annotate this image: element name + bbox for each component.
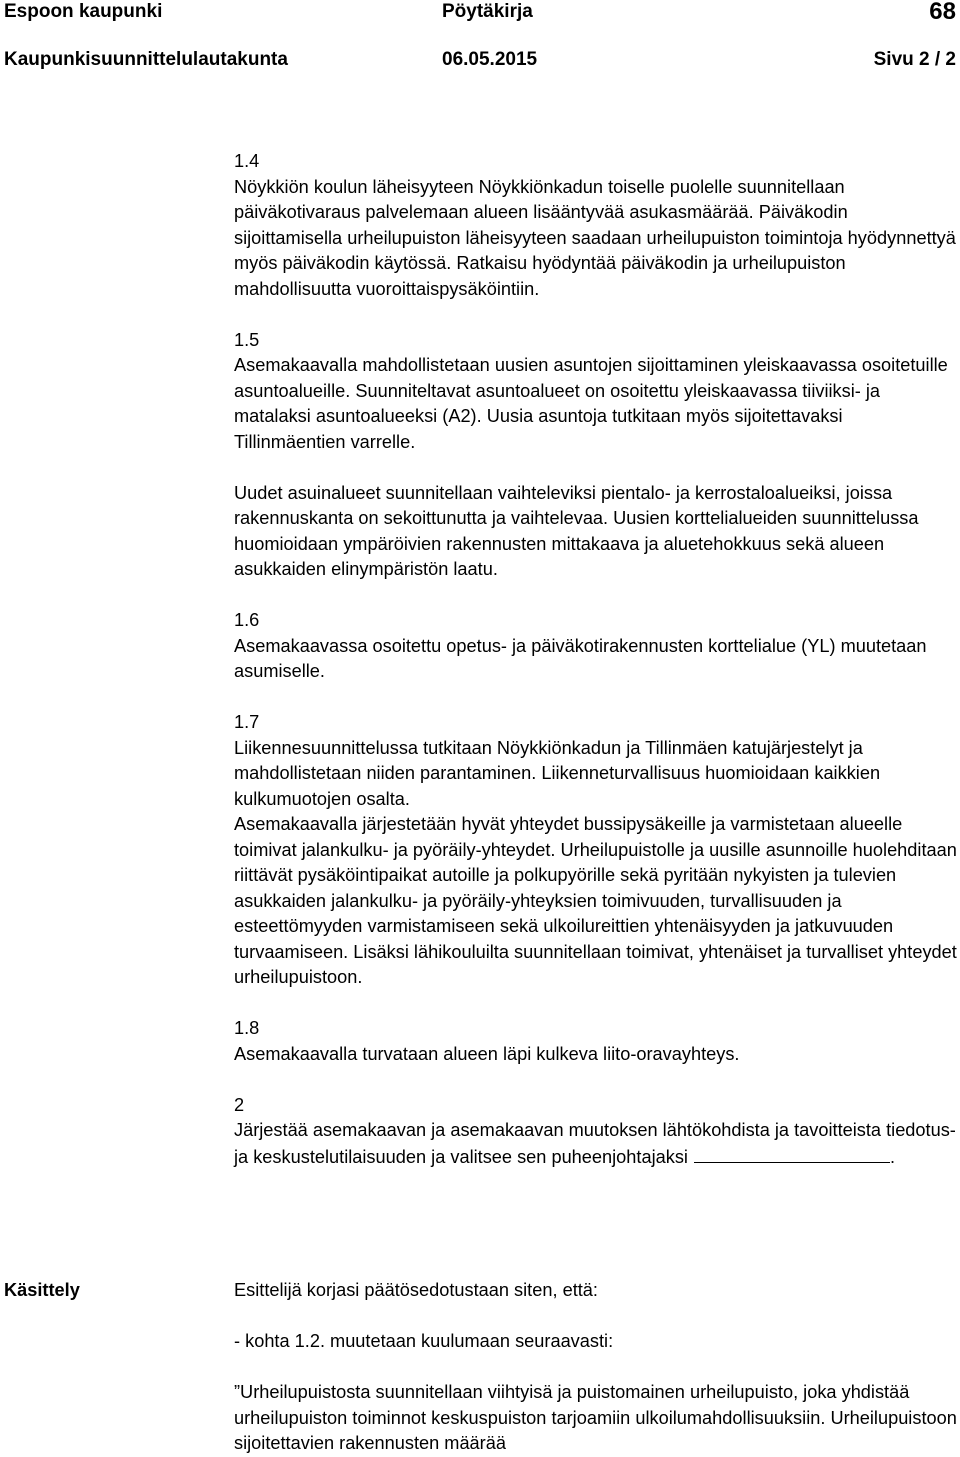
org-name: Espoon kaupunki (4, 1, 163, 22)
section-1-8 (234, 1016, 958, 1067)
section-1-5-continued (234, 481, 958, 583)
main-content (234, 149, 958, 1196)
kasittely-label: Käsittely (4, 1280, 80, 1300)
kasittely-item: - kohta 1.2. muutetaan kuulumaan seuraavasti: (234, 1331, 614, 1351)
section-number-label: 1.4 (234, 151, 260, 171)
section-2-text: Järjestää asemakaavan ja asemakaavan muutoksen lähtökohdista ja tavoitteista tiedotus- ja keskustelutilaisuuden ja valitsee sen puheenjohtajaksi (234, 1120, 956, 1167)
section-number-label: 2 (234, 1094, 245, 1115)
kasittely-quote: ”Urheilupuistosta suunnitellaan viihtyisä ja puistomainen urheilupuisto, joka yhdistää urheilupuiston toiminnot keskuspuiston tarjoamiin ulkoilumahdollisuuksiin. Urheilupuistoon sijoitettavien rakennusten määrää (234, 1382, 957, 1453)
committee-name: Kaupunkisuunnittelulautakunta (4, 49, 288, 70)
section-paragraph: Asemakaavalla turvataan alueen läpi kulkeva liito-oravayhteys. (234, 1043, 740, 1064)
section-1-5 (234, 328, 958, 456)
section-number-label: 1.6 (234, 610, 260, 630)
section-paragraph (234, 1118, 958, 1170)
meeting-date: 06.05.2015 (442, 49, 538, 70)
fill-in-blank (694, 1144, 890, 1163)
section-number-label: 1.7 (234, 712, 260, 732)
section-number: 68 (929, 0, 956, 25)
section-1-4 (234, 149, 958, 302)
section-paragraph: Liikennesuunnittelussa tutkitaan Nöykkiönkadun ja Tillinmäen katujärjestelyt ja mahdollistetaan niiden parantaminen. Liikenneturvallisuus huomioidaan kaikkien kulkumuotojen osalta. (234, 737, 881, 809)
section-paragraph: Asemakaavalla järjestetään hyvät yhteydet bussipysäkeille ja varmistetaan alueelle toimivat jalankulku- ja pyöräily-yhteydet. Urheilupuistolle ja uusille asunnoille huolehditaan riittävät pysäköintipaikat autoille ja polkupyörille sekä pyritään nykyisten ja tulevien asukkaiden jalankulku- ja pyöräily-yhteyksien toimivuuden, turvallisuuden ja esteettömyyden varmistamiseen sekä ulkoilureittien yhtenäisyyden ja jatkuvuuden turvaamiseen. Lisäksi lähikouluilta suunnitellaan toimivat, yhtenäiset ja turvalliset yhteydet urheilupuistoon. (234, 814, 957, 987)
kasittely-intro: Esittelijä korjasi päätösedotustaan siten, että: (234, 1280, 598, 1300)
section-1-6 (234, 608, 958, 685)
section-2 (234, 1093, 958, 1171)
section-paragraph: Asemakaavassa osoitettu opetus- ja päiväkotirakennusten korttelialue (YL) muutetaan asumiselle. (234, 635, 927, 681)
page-number: Sivu 2 / 2 (873, 49, 956, 70)
section-2-suffix: . (889, 1146, 896, 1167)
section-number-label: 1.5 (234, 329, 260, 350)
document-type: Pöytäkirja (442, 1, 533, 22)
kasittely-content (234, 1278, 958, 1457)
section-paragraph: Asemakaavalla mahdollistetaan uusien asuntojen sijoittaminen yleiskaavassa osoitetuille asuntoalueille. Suunniteltavat asuntoalueet on osoitettu yleiskaavassa tiiviiksi- ja matalaksi asuntoalueeksi (A2). Uusia asuntoja tutkitaan myös sijoitettavaksi Tillinmäentien varrelle. (234, 355, 948, 452)
section-paragraph: Uudet asuinalueet suunnitellaan vaihteleviksi pientalo- ja kerrostaloalueiksi, joissa rakennuskanta on sekoittunutta ja vaihtelevaa. Uusien korttelialueiden suunnittelussa huomioidaan ympäröivien rakennusten mittakaava ja aluetehokkuus sekä alueen asukkaiden elinympäristön laatu. (234, 482, 919, 579)
section-number-label: 1.8 (234, 1018, 260, 1038)
section-1-7 (234, 710, 958, 991)
section-paragraph: Nöykkiön koulun läheisyyteen Nöykkiönkadun toiselle puolelle suunnitellaan päiväkotivaraus palvelemaan alueen lisääntyvää asukasmäärää. Päiväkodin sijoittamisella urheilupuiston läheisyyteen saadaan urheilupuiston toimintoja hyödynnettyä myös päiväkodin käytössä. Ratkaisu hyödyntää päiväkodin ja urheilupuiston mahdollisuutta vuoroittaispysäköintiin. (234, 176, 956, 299)
